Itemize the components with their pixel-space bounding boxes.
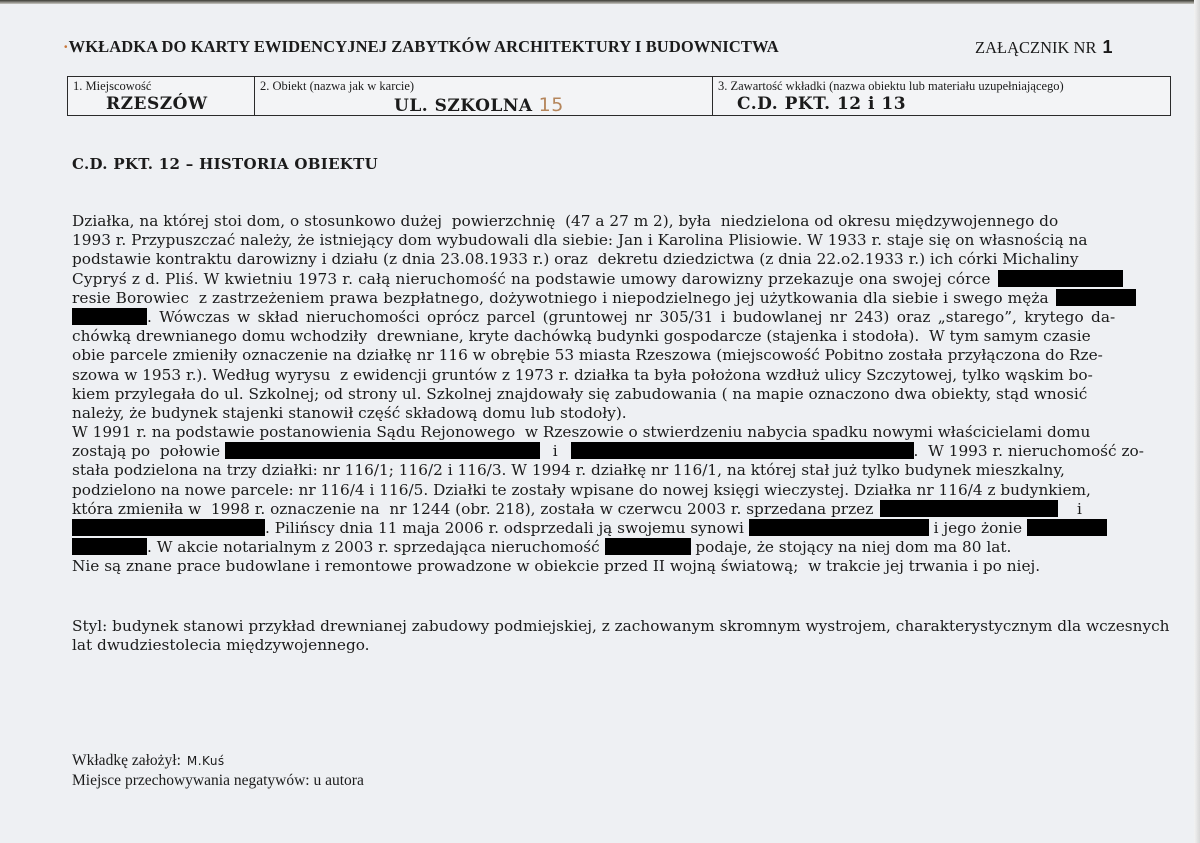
locality-cell [68,77,255,115]
negatives-line [72,771,364,790]
line-text: 1993 r. Przypuszczać należy, że istniejący dom wybudowali dla siebie: Jan i Karolina Plisiowie. W 1933 r. staje się on własnością na [72,231,1088,250]
redaction-block [880,500,1058,517]
annex-number: 1 [1102,37,1113,57]
text-line [72,519,1172,538]
line-text: . W akcie notarialnym z 2003 r. sprzedająca nieruchomość [147,538,605,557]
redaction-block [72,308,147,325]
author-label: Wkładkę założył: [72,752,181,769]
line-text: podzielono na nowe parcele: nr 116/4 i 116/5. Działki te zostały wpisane do nowej księgi wieczystej. Działka nr 116/4 z budynkiem, [72,480,1091,499]
text-line [72,270,1172,289]
line-text: należy, że budynek stajenki stanowił część składową domu lub stodoły). [72,403,627,422]
content-label: 3. Zawartość wkładki (nazwa obiektu lub materiału uzupełniającego) [718,79,1064,93]
line-text: Nie są znane prace budowlane i remontowe prowadzone w obiekcie przed II wojną światową; w trakcie jej trwania i po niej. [72,557,1041,576]
redaction-block [225,442,540,459]
object-street: UL. SZKOLNA [394,96,533,116]
redaction-block [571,442,914,459]
line-text: . Wówczas w skład nieruchomości oprócz parcel (gruntowej nr 305/31 i budowlanej nr 243) oraz „starego”, krytego da- [147,307,1116,326]
text-line [72,250,1172,269]
text-line [72,385,1172,404]
author-signature: M.Kuś [186,754,225,768]
negatives-value: u autora [313,772,364,789]
text-line [72,557,1172,576]
object-label: 2. Obiekt (nazwa jak w karcie) [260,79,415,93]
negatives-label: Miejsce przechowywania negatywów: [72,772,310,789]
object-cell [255,77,713,115]
text-line [72,308,1172,327]
locality-label: 1. Miejscowość [73,79,152,93]
line-text: Działka, na której stoi dom, o stosunkowo dużej powierzchnię (47 a 27 m 2), była niedzielona od okresu międzywojennego do [72,212,1059,230]
text-line [72,461,1172,480]
text-line [72,404,1172,423]
redaction-block [749,519,929,536]
content-cell [713,77,1170,115]
line-text: . W 1993 r. nieruchomość zo- [913,442,1144,461]
redaction-block [1056,289,1136,306]
object-number-handwritten: 15 [538,94,564,116]
scan-edge-top [0,0,1200,4]
redaction-block [1027,519,1107,536]
text-line [72,212,1172,231]
style-paragraph: Styl: budynek stanowi przykład drewnianej zabudowy podmiejskiej, z zachowanym skromnym wystrojem, charakterystycznym dla wczesnych lat dwudziestolecia międzywojennego. [72,617,1170,655]
redaction-block [72,538,147,555]
line-text: Cypryś z d. Pliś. W kwietniu 1973 r. całą nieruchomość na podstawie umowy darowizny przekazuje ona swojej córce [72,269,996,288]
line-text: chówką drewnianego domu wchodziły drewniane, kryte dachówką budynki gospodarcze (stajenka i stodoła). W tym samym czasie [72,327,1091,346]
text-line [72,423,1172,442]
content-value: C.D. PKT. 12 i 13 [737,94,907,114]
text-line [72,346,1172,365]
author-line [72,751,364,771]
line-text: obie parcele zmieniły oznaczenie na działkę nr 116 w obrębie 53 miasta Rzeszowa (miejscowość Pobitno została przyłączona do Rze- [72,346,1103,365]
text-line [72,366,1172,385]
line-text: i [1072,499,1082,518]
line-text: zostają po połowie [72,442,225,461]
document-title-text: WKŁADKA DO KARTY EWIDENCYJNEJ ZABYTKÓW ARCHITEKTURY I BUDOWNICTWA [68,37,779,56]
line-text: która zmieniła w 1998 r. oznaczenie na nr 1244 (obr. 218), została w czerwcu 2003 r. sprzedana przez [72,499,879,518]
section-title: C.D. PKT. 12 – HISTORIA OBIEKTU [72,155,378,173]
text-line [72,327,1172,346]
object-value [394,94,564,116]
redaction-block [72,519,265,536]
annex-label-text: ZAŁĄCZNIK NR [975,38,1097,57]
redaction-block [998,270,1123,287]
line-text: kiem przylegała do ul. Szkolnej; od strony ul. Szkolnej znajdowały się zabudowania ( na mapie oznaczono dwa obiekty, stąd wnosić [72,384,1088,403]
text-line [72,231,1172,250]
scan-edge-right [1194,0,1200,843]
line-text: . Pilińscy dnia 11 maja 2006 r. odsprzedali ją swojemu synowi [265,519,749,537]
line-text: i jego żonie [928,519,1027,537]
text-line [72,289,1172,308]
text-line [72,538,1172,557]
info-table [67,76,1171,116]
footer [72,751,364,790]
text-line [72,481,1172,500]
text-line [72,442,1172,461]
line-text: stała podzielona na trzy działki: nr 116/1; 116/2 i 116/3. W 1994 r. działkę nr 116/1, na której stał już tylko budynek mieszkalny, [72,461,1065,480]
text-line [72,500,1172,519]
line-text: W 1991 r. na podstawie postanowienia Sądu Rejonowego w Rzeszowie o stwierdzeniu nabycia spadku nowymi właścicielami domu [72,423,1091,442]
ink-mark: · [63,37,69,56]
line-text: szowa w 1953 r.). Według wyrysu z ewidencji gruntów z 1973 r. działka ta była położona wzdłuż ulicy Szczytowej, tylko wąskim bo- [72,365,1093,384]
line-text: i [547,442,563,461]
annex-label [975,37,1112,58]
history-paragraph [72,212,1172,577]
line-text: resie Borowiec z zastrzeżeniem prawa bezpłatnego, dożywotniego i niepodzielnego jej użytkowania dla siebie i swego męża [72,288,1054,307]
line-text: podaje, że stojący na niej dom ma 80 lat. [690,538,1012,557]
line-text: podstawie kontraktu darowizny i działu (z dnia 23.08.1933 r.) oraz dekretu dziedzictwa (z dnia 22.o2.1933 r.) ich córki Michaliny [72,250,1079,269]
document-title [63,37,779,57]
redaction-block [605,538,691,555]
locality-value: RZESZÓW [106,94,208,114]
